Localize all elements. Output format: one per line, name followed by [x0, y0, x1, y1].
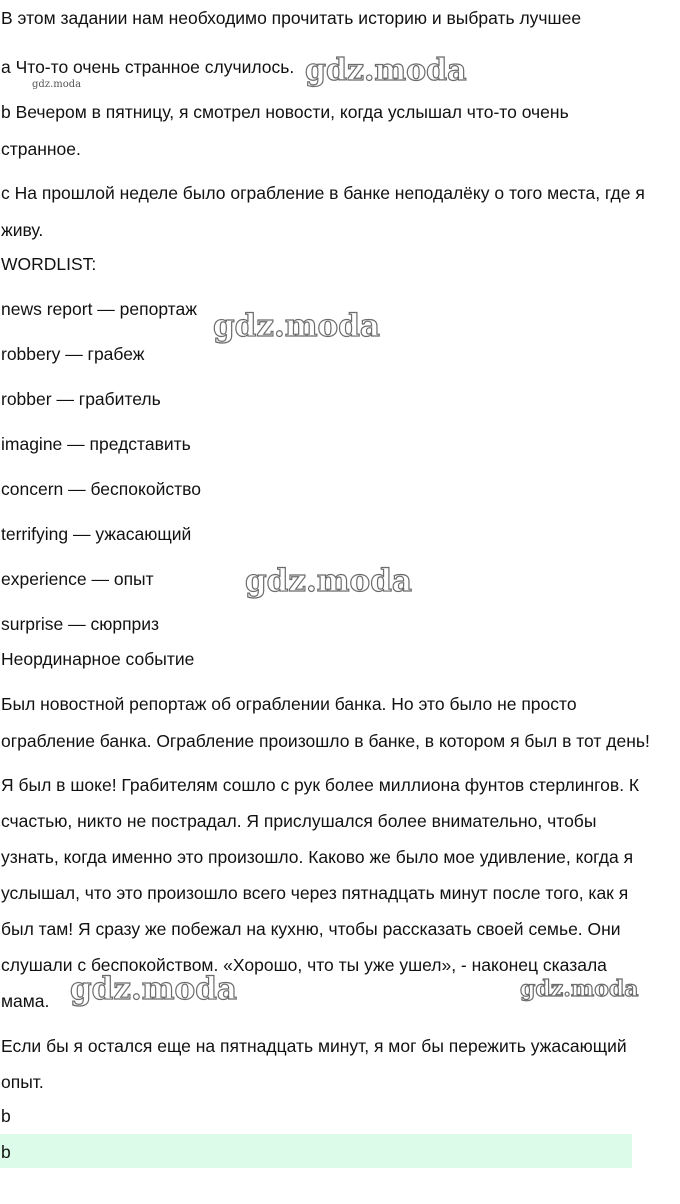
option-c-line-1: c На прошлой неделе было ограбление в банке неподалёку о того места, где я — [1, 183, 645, 203]
wordlist-item: surprise — сюрприз — [1, 614, 160, 634]
wordlist-item: concern — беспокойство — [1, 479, 201, 499]
story-title: Неординарное событие — [1, 649, 195, 669]
wordlist-item: experience — опыт — [1, 569, 154, 589]
watermark-logo: gdz.moda — [70, 971, 237, 1007]
wordlist-item: robber — грабитель — [1, 389, 161, 409]
watermark-logo: gdz.moda — [305, 53, 467, 88]
wordlist-item: imagine — представить — [1, 434, 191, 454]
story-p3-line: Если бы я остался еще на пятнадцать минут, я мог бы пережить ужасающий — [1, 1036, 627, 1056]
story-p2-line: был там! Я сразу же побежал на кухню, чтобы рассказать своей семье. Они — [1, 919, 621, 939]
option-a: a Что-то очень странное случилось. — [1, 57, 295, 77]
story-p2-line: услышал, что это произошло всего через пятнадцать минут после того, как я — [1, 883, 629, 903]
story-p2-line: узнать, когда именно это произошло. Каково же было мое удивление, когда я — [1, 847, 634, 867]
wordlist-item: terrifying — ужасающий — [1, 524, 192, 544]
story-p3-line: опыт. — [1, 1072, 44, 1092]
option-b-line-2: странное. — [1, 139, 81, 159]
story-p2-line: счастью, никто не пострадал. Я прислушался более внимательно, чтобы — [1, 811, 597, 831]
answer-highlight-band — [0, 1134, 632, 1168]
wordlist-item: news report — репортаж — [1, 299, 197, 319]
watermark-logo-small: gdz.moda — [32, 79, 82, 90]
option-c-line-2: живу. — [1, 220, 44, 240]
wordlist-heading: WORDLIST: — [1, 254, 97, 274]
answer-highlighted: b — [1, 1142, 11, 1162]
option-b-line-1: b Вечером в пятницу, я смотрел новости, когда услышал что-то очень — [1, 102, 569, 122]
task-intro: В этом задании нам необходимо прочитать историю и выбрать лучшее — [1, 8, 582, 28]
watermark-logo: gdz.moda — [245, 563, 412, 599]
story-p2-line: слушали с беспокойством. «Хорошо, что ты уже ушел», - наконец сказала — [1, 955, 607, 975]
story-p1-line: ограбление банка. Ограбление произошло в банке, в котором я был в тот день! — [1, 731, 650, 751]
story-p2-line: Я был в шоке! Грабителям сошло с рук более миллиона фунтов стерлингов. К — [1, 775, 640, 795]
watermark-logo: gdz.moda — [520, 976, 639, 1002]
wordlist-item: robbery — грабеж — [1, 344, 145, 364]
answer-plain: b — [1, 1106, 11, 1126]
watermark-logo: gdz.moda — [213, 308, 380, 344]
story-p2-line: мама. — [1, 991, 50, 1011]
story-p1-line: Был новостной репортаж об ограблении банка. Но это было не просто — [1, 694, 577, 714]
